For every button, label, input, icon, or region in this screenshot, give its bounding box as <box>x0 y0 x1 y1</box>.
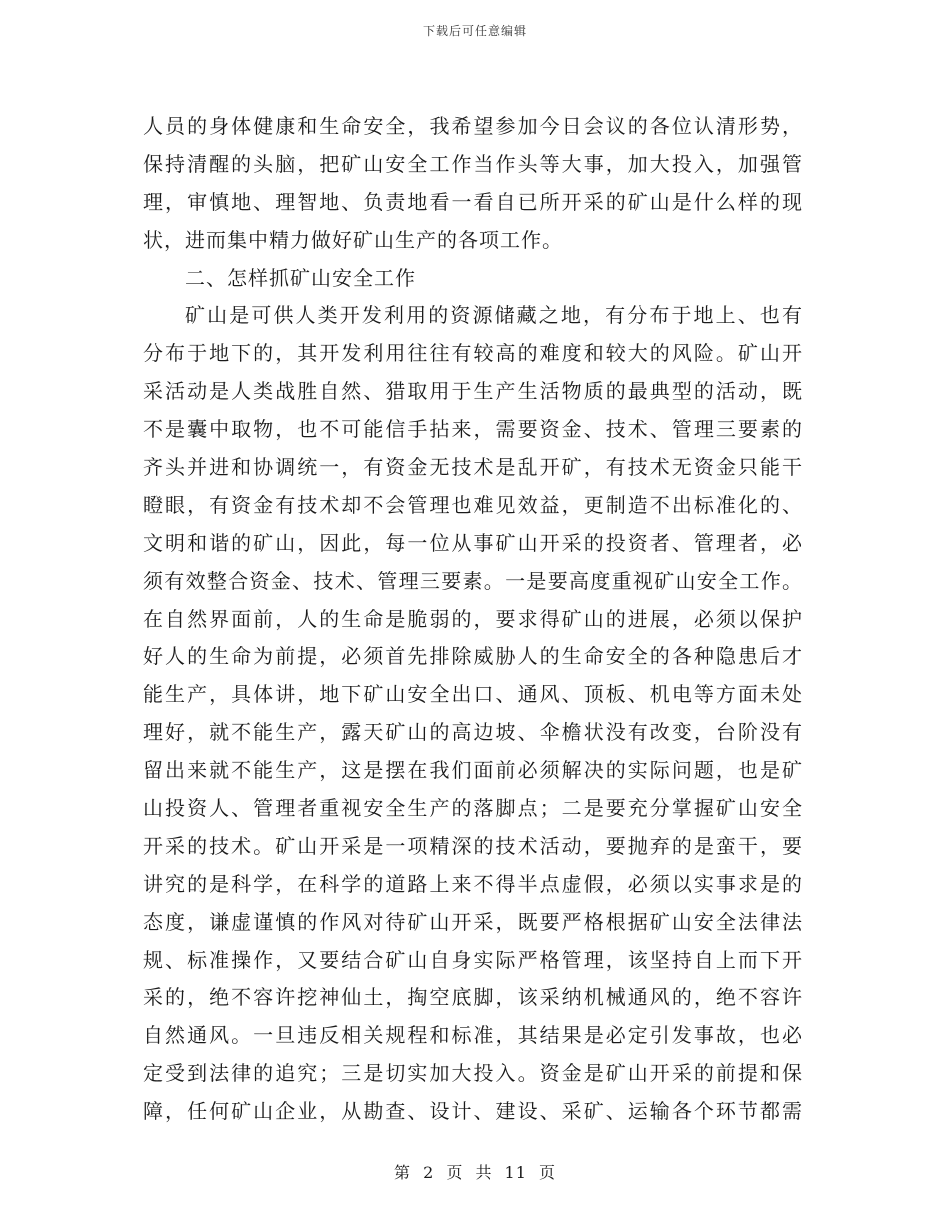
text-line: 采的，绝不容许挖神仙土，掏空底脚，该采纳机械通风的，绝不容许 <box>143 985 803 1010</box>
text-line: 态度，谦虚谨慎的作风对待矿山开采，既要严格根据矿山安全法律法 <box>143 909 803 934</box>
text-line: 瞪眼，有资金有技术却不会管理也难见效益，更制造不出标准化的、 <box>143 492 803 517</box>
text-line: 须有效整合资金、技术、管理三要素。一是要高度重视矿山安全工作。 <box>143 568 803 593</box>
text-line: 好人的生命为前提，必须首先排除威胁人的生命安全的各种隐患后才 <box>143 644 803 669</box>
text-line: 理好，就不能生产，露天矿山的高边坡、伞檐状没有改变，台阶没有 <box>143 720 803 745</box>
text-line: 理，审慎地、理智地、负责地看一看自已所开采的矿山是什么样的现 <box>143 189 803 214</box>
text-line: 讲究的是科学，在科学的道路上来不得半点虚假，必须以实事求是的 <box>143 871 803 896</box>
text-line: 自然通风。一旦违反相关规程和标准，其结果是必定引发事故，也必 <box>143 1023 803 1048</box>
text-line: 留出来就不能生产，这是摆在我们面前必须解决的实际问题，也是矿 <box>143 758 803 783</box>
document-body <box>143 108 803 1131</box>
text-line: 采活动是人类战胜自然、猎取用于生产生活物质的最典型的活动，既 <box>143 379 803 404</box>
text-line: 二、怎样抓矿山安全工作 <box>185 265 416 290</box>
text-line: 开采的技术。矿山开采是一项精深的技术活动，要抛弃的是蛮干，要 <box>143 833 803 858</box>
text-line: 保持清醒的头脑，把矿山安全工作当作头等大事，加大投入，加强管 <box>143 151 803 176</box>
text-line: 在自然界面前，人的生命是脆弱的，要求得矿山的进展，必须以保护 <box>143 606 803 631</box>
text-line: 不是囊中取物，也不可能信手拈来，需要资金、技术、管理三要素的 <box>143 417 803 442</box>
page-number-footer: 第 2 页 共 11 页 <box>394 1163 556 1182</box>
text-line: 矿山是可供人类开发利用的资源储藏之地，有分布于地上、也有 <box>185 303 803 328</box>
text-line: 文明和谐的矿山，因此，每一位从事矿山开采的投资者、管理者，必 <box>143 530 803 555</box>
page-header-note: 下载后可任意编辑 <box>422 24 527 38</box>
text-line: 规、标准操作，又要结合矿山自身实际严格管理，该坚持自上而下开 <box>143 947 803 972</box>
text-line: 障，任何矿山企业，从勘查、设计、建设、采矿、运输各个环节都需 <box>143 1099 803 1124</box>
text-line: 人员的身体健康和生命安全，我希望参加今日会议的各位认清形势， <box>143 114 803 138</box>
text-line: 分布于地下的，其开发利用往往有较高的难度和较大的风险。矿山开 <box>143 341 803 366</box>
text-line: 齐头并进和协调统一，有资金无技术是乱开矿，有技术无资金只能干 <box>143 455 803 480</box>
text-line: 状，进而集中精力做好矿山生产的各项工作。 <box>143 227 563 252</box>
text-line: 定受到法律的追究；三是切实加大投入。资金是矿山开采的前提和保 <box>143 1061 803 1086</box>
text-line: 能生产，具体讲，地下矿山安全出口、通风、顶板、机电等方面未处 <box>143 682 803 707</box>
text-line: 山投资人、管理者重视安全生产的落脚点；二是要充分掌握矿山安全 <box>143 796 803 821</box>
